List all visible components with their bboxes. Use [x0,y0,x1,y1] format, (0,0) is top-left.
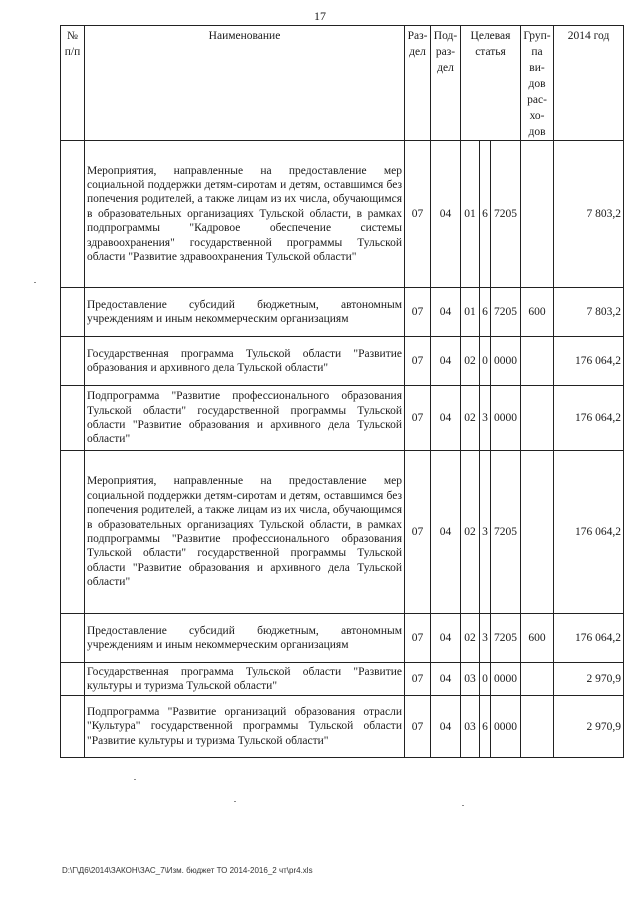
scan-speck [234,801,236,802]
table-row [61,386,624,451]
cell-subsection: 04 [431,337,461,386]
table-header-row [61,26,624,141]
table-row [61,451,624,614]
cell-target-direction: 0000 [491,386,521,451]
cell-amount: 2 970,9 [554,696,624,758]
cell-target-program: 01 [461,141,480,288]
cell-num [61,337,85,386]
cell-amount: 2 970,9 [554,663,624,696]
cell-target-program: 03 [461,696,480,758]
cell-target-direction: 7205 [491,451,521,614]
table-row [61,141,624,288]
cell-section: 07 [405,337,431,386]
cell-subsection: 04 [431,614,461,663]
cell-target-subprogram: 3 [480,386,491,451]
table-row [61,288,624,337]
cell-num [61,288,85,337]
scan-speck [134,779,136,780]
cell-name: Мероприятия, направленные на предоставление мер социальной поддержки детям-сиротам и детям, оставшимся без попечения родителей, а также лицам из их числа, обучающимся в образовательных организациях Тульской области, в рамках подпрограммы "Кадровое обеспечение системы здравоохранения" государственной программы Тульской области "Развитие здравоохранения Тульской области" [85,141,405,288]
cell-subsection: 04 [431,141,461,288]
cell-target-direction: 7205 [491,288,521,337]
cell-name: Предоставление субсидий бюджетным, автономным учреждениям и иным некоммерческим организациям [85,614,405,663]
cell-target-program: 03 [461,663,480,696]
cell-target-direction: 7205 [491,614,521,663]
cell-subsection: 04 [431,288,461,337]
cell-target-direction: 0000 [491,696,521,758]
cell-group [521,337,554,386]
cell-group [521,663,554,696]
cell-target-direction: 0000 [491,337,521,386]
cell-subsection: 04 [431,663,461,696]
cell-section: 07 [405,288,431,337]
cell-num [61,696,85,758]
cell-section: 07 [405,451,431,614]
cell-name: Подпрограмма "Развитие профессионального образования Тульской области" государственной программы Тульской области "Развитие образования и архивного дела Тульской области" [85,386,405,451]
scan-speck [462,805,464,806]
cell-target-subprogram: 3 [480,451,491,614]
cell-target-subprogram: 6 [480,696,491,758]
cell-group [521,386,554,451]
cell-subsection: 04 [431,451,461,614]
cell-subsection: 04 [431,696,461,758]
cell-section: 07 [405,663,431,696]
cell-target-program: 02 [461,451,480,614]
header-group: Груп-па ви-дов рас-хо-дов [521,26,554,141]
cell-name: Предоставление субсидий бюджетным, автономным учреждениям и иным некоммерческим организациям [85,288,405,337]
cell-section: 07 [405,696,431,758]
page-number: 17 [314,9,326,23]
cell-name: Государственная программа Тульской области "Развитие культуры и туризма Тульской области" [85,663,405,696]
table-row [61,614,624,663]
cell-section: 07 [405,386,431,451]
cell-name: Подпрограмма "Развитие организаций образования отрасли "Культура" государственной программы Тульской области "Развитие культуры и туризма Тульской области" [85,696,405,758]
cell-num [61,451,85,614]
cell-target-direction: 0000 [491,663,521,696]
cell-group [521,141,554,288]
scan-speck [34,282,36,283]
cell-target-subprogram: 6 [480,288,491,337]
header-section: Раз-дел [405,26,431,141]
cell-num [61,141,85,288]
table-row [61,663,624,696]
cell-group [521,696,554,758]
header-num: № п/п [61,26,85,141]
table-row [61,696,624,758]
budget-table [60,25,624,758]
header-year: 2014 год [554,26,624,141]
cell-section: 07 [405,614,431,663]
cell-target-subprogram: 0 [480,663,491,696]
cell-name: Государственная программа Тульской области "Развитие образования и архивного дела Тульской области" [85,337,405,386]
cell-target-program: 02 [461,337,480,386]
cell-amount: 7 803,2 [554,288,624,337]
cell-amount: 176 064,2 [554,451,624,614]
cell-section: 07 [405,141,431,288]
cell-group [521,451,554,614]
table-body [61,141,624,758]
table-row [61,337,624,386]
cell-target-program: 02 [461,386,480,451]
cell-target-direction: 7205 [491,141,521,288]
cell-amount: 7 803,2 [554,141,624,288]
cell-target-program: 01 [461,288,480,337]
cell-target-subprogram: 3 [480,614,491,663]
cell-num [61,386,85,451]
header-subsection: Под-раз-дел [431,26,461,141]
cell-subsection: 04 [431,386,461,451]
cell-name: Мероприятия, направленные на предоставление мер социальной поддержки детям-сиротам и детям, оставшимся без попечения родителей, а также лицам из их числа, обучающимся в образовательных организациях Тульской области, в рамках подпрограммы "Развитие профессионального образования Тульской области" государственной программы Тульской области "Развитие образования и архивного дела Тульской области" [85,451,405,614]
cell-amount: 176 064,2 [554,337,624,386]
cell-amount: 176 064,2 [554,386,624,451]
cell-group: 600 [521,614,554,663]
cell-amount: 176 064,2 [554,614,624,663]
cell-group: 600 [521,288,554,337]
cell-target-program: 02 [461,614,480,663]
cell-target-subprogram: 0 [480,337,491,386]
header-target: Целевая статья [461,26,521,141]
cell-num [61,663,85,696]
header-name: Наименование [85,26,405,141]
cell-target-subprogram: 6 [480,141,491,288]
file-path-footer: D:\Г\Д6\2014\ЗАКОН\ЗАС_7\Изм. бюджет ТО 2014-2016_2 чт\pr4.xls [62,866,313,875]
cell-num [61,614,85,663]
